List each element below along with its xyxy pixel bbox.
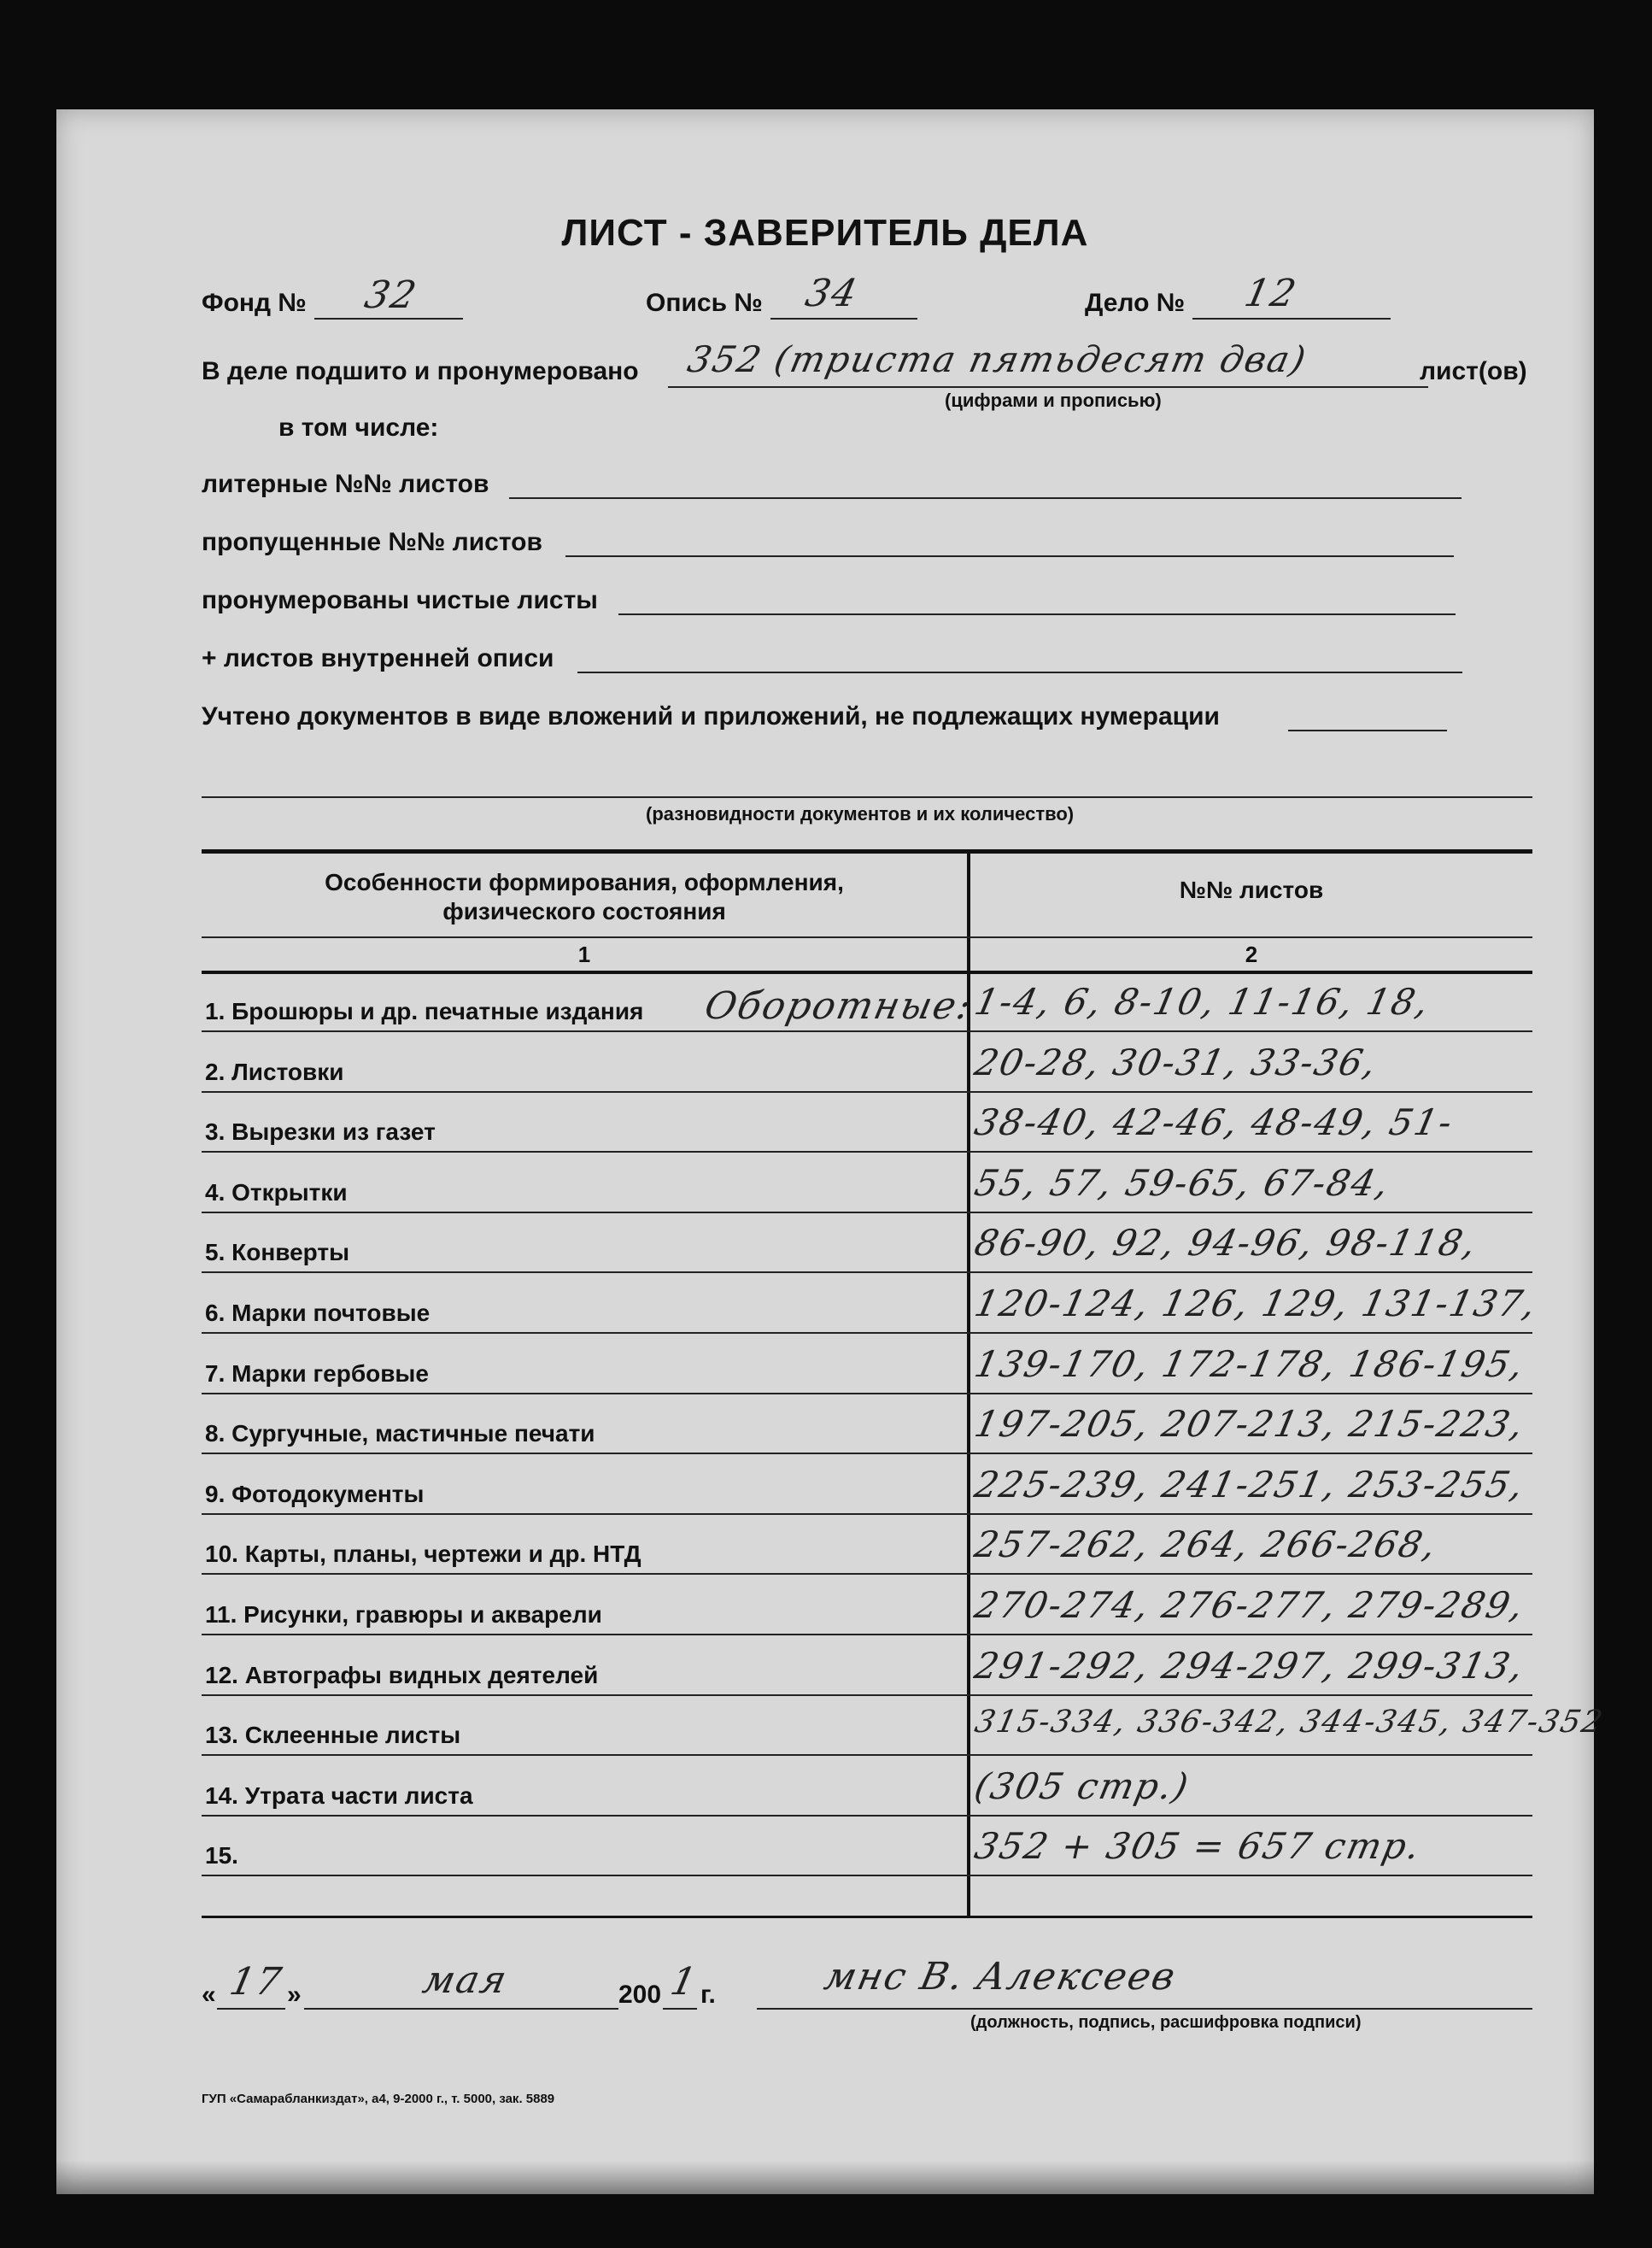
inventory-sheets-label: + листов внутренней описи <box>202 644 554 672</box>
table-row-label: 4. Открытки <box>205 1179 348 1206</box>
table-row-line <box>202 1212 1532 1213</box>
opis-line <box>770 318 917 320</box>
signature-hint: (должность, подпись, расшифровка подписи) <box>970 2013 1362 2032</box>
inventory-sheets-line <box>577 672 1462 673</box>
delo-label: Дело № <box>1085 289 1186 317</box>
count-unit: лист(ов) <box>1420 357 1527 385</box>
fond-label: Фонд № <box>202 289 307 317</box>
table-row-value: 55, 57, 59-65, 67-84, <box>970 1162 1394 1204</box>
row1-note: Оборотные: <box>700 984 976 1028</box>
table-row-value: 197-205, 207-213, 215-223, <box>970 1403 1529 1445</box>
table-row-label: 15. <box>205 1842 238 1869</box>
opis-label: Опись № <box>646 289 763 317</box>
table-bottom-border <box>202 1916 1532 1918</box>
table-row-value: 257-262, 264, 266-268, <box>970 1523 1442 1565</box>
attachments-line-1 <box>1288 730 1447 731</box>
table-row-value: 270-274, 276-277, 279-289, <box>970 1584 1529 1626</box>
table-row-label: 13. Склеенные листы <box>205 1722 461 1748</box>
table-row-line <box>202 1091 1532 1093</box>
table-row-label: 14. Утрата части листа <box>205 1782 473 1809</box>
table-row-value: 120-124, 126, 129, 131-137, <box>970 1282 1542 1324</box>
date-month-line <box>304 2008 618 2010</box>
page-title: ЛИСТ - ЗАВЕРИТЕЛЬ ДЕЛА <box>561 212 1089 254</box>
signature-line <box>757 2008 1532 2010</box>
table-row-line <box>202 1573 1532 1575</box>
attachments-label: Учтено документов в виде вложений и приложений, не подлежащих нумерации <box>202 702 1220 731</box>
date-day-value: 17 <box>226 1960 287 2004</box>
print-footer: ГУП «Самарабланкиздат», а4, 9-2000 г., т. 5000, зак. 5889 <box>202 2092 555 2106</box>
col2-number: 2 <box>1245 942 1258 967</box>
header-divider <box>202 936 1532 938</box>
numbers-divider <box>202 971 1532 974</box>
table-row-label: 7. Марки гербовые <box>205 1360 429 1387</box>
literal-sheets-line <box>509 497 1462 499</box>
table-row-line <box>202 1271 1532 1273</box>
table-row-value: 139-170, 172-178, 186-195, <box>970 1343 1529 1385</box>
date-year-prefix: 200 <box>618 1981 662 2009</box>
table-row-value: 291-292, 294-297, 299-313, <box>970 1645 1529 1687</box>
table-row-line <box>202 1815 1532 1817</box>
table-row-label: 5. Конверты <box>205 1239 350 1265</box>
table-row-line <box>202 1694 1532 1696</box>
including-label: в том числе: <box>278 414 439 442</box>
skipped-sheets-line <box>565 555 1454 557</box>
signature-value: мнс В. Алексеев <box>820 1955 1180 1999</box>
table-row-label: 8. Сургучные, мастичные печати <box>205 1420 595 1447</box>
table-row-line <box>202 1332 1532 1334</box>
table-row-value: 20-28, 30-31, 33-36, <box>970 1042 1382 1083</box>
table-row-line <box>202 1030 1532 1032</box>
table-row-value: 86-90, 92, 94-96, 98-118, <box>970 1222 1482 1264</box>
skipped-sheets-label: пропущенные №№ листов <box>202 528 542 556</box>
delo-value: 12 <box>1240 272 1302 315</box>
fond-line <box>314 318 463 320</box>
table-row-line <box>202 1151 1532 1153</box>
date-day-close: » <box>287 1981 302 2009</box>
table-row-label: 1. Брошюры и др. печатные издания <box>205 998 644 1024</box>
count-label: В деле подшито и пронумеровано <box>202 357 639 385</box>
blank-sheets-line <box>618 613 1456 615</box>
table-row-label: 12. Автографы видных деятелей <box>205 1662 599 1688</box>
date-year-line <box>663 2008 697 2010</box>
count-line <box>668 386 1428 388</box>
table-row-label: 11. Рисунки, гравюры и акварели <box>205 1601 602 1628</box>
date-month-value: мая <box>419 1958 513 2002</box>
count-value: 352 (триста пятьдесят два) <box>683 338 1311 380</box>
opis-value: 34 <box>801 272 863 315</box>
table-row-label: 10. Карты, планы, чертежи и др. НТД <box>205 1541 641 1567</box>
table-row-line <box>202 1453 1532 1454</box>
table-row-line <box>202 1875 1532 1876</box>
attachments-hint: (разновидности документов и их количество) <box>646 803 1075 825</box>
table-row-line <box>202 1513 1532 1515</box>
table-row-label: 2. Листовки <box>205 1059 344 1085</box>
table-row-value: 38-40, 42-46, 48-49, 51- <box>970 1101 1458 1143</box>
table-row-line <box>202 1634 1532 1635</box>
blank-sheets-label: пронумерованы чистые листы <box>202 586 598 614</box>
table-row-label: 3. Вырезки из газет <box>205 1118 436 1145</box>
fond-value: 32 <box>360 273 422 317</box>
literal-sheets-label: литерные №№ листов <box>202 470 489 498</box>
table-top-border <box>202 849 1532 854</box>
count-hint: (цифрами и прописью) <box>945 390 1162 411</box>
delo-line <box>1192 318 1391 320</box>
table-row-line <box>202 1393 1532 1394</box>
col1-header <box>202 868 967 926</box>
table-row-line <box>202 1754 1532 1756</box>
col1-header-line1: Особенности формирования, оформления, <box>325 869 844 895</box>
date-day-open: « <box>202 1981 216 2009</box>
table-row-label: 9. Фотодокументы <box>205 1481 425 1507</box>
col1-header-line2: физического состояния <box>442 898 726 924</box>
date-year-suffix: г. <box>700 1981 716 2009</box>
attachments-line-2 <box>202 796 1532 798</box>
date-day-line <box>217 2008 285 2010</box>
table-row-value: (305 стр.) <box>970 1765 1194 1807</box>
date-year-value: 1 <box>666 1960 702 2004</box>
col2-header: №№ листов <box>1179 877 1324 903</box>
form-sheet <box>56 109 1608 2194</box>
table-row-value: 352 + 305 = 657 стр. <box>970 1825 1426 1867</box>
table-row-value: 315-334, 336-342, 344-345, 347-352 <box>971 1705 1608 1740</box>
table-row-value: 225-239, 241-251, 253-255, <box>970 1464 1529 1506</box>
col1-number: 1 <box>577 942 591 967</box>
table-row-label: 6. Марки почтовые <box>205 1300 431 1326</box>
table-row-value: 1-4, 6, 8-10, 11-16, 18, <box>970 981 1434 1023</box>
